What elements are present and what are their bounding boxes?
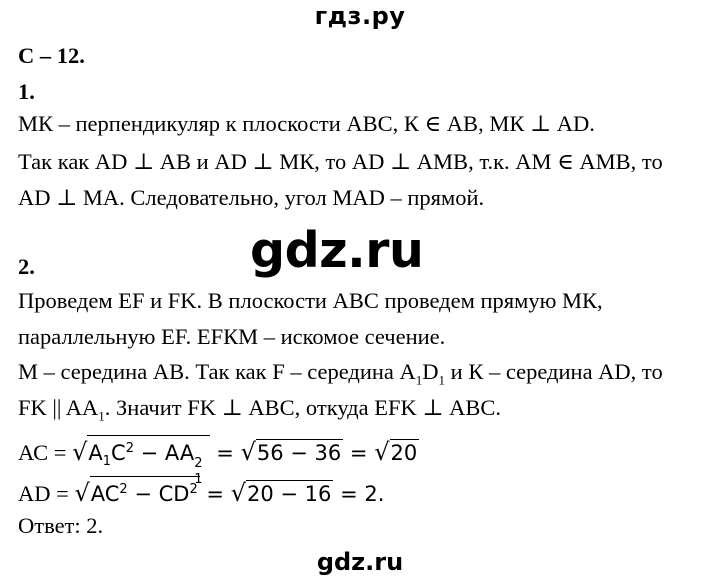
watermark-middle: gdz.ru <box>250 222 424 279</box>
equation-ac: АС = $√A_1C^2$ − AA 2 1 = √56 − 36 = √20 <box>18 435 419 475</box>
task2-line4: FK || $AA_1$. Значит FK ⊥ АВС, откуда ЕFK ⊥ АВС. <box>18 395 502 424</box>
task1-number: 1. <box>18 79 35 104</box>
task1-line1: МК – перпендикуляр к плоскости АВС, К ∈ АВ, МК ⊥ АD. <box>18 111 595 136</box>
answer: Ответ: 2. <box>18 513 104 538</box>
equation-ad: АD = $√AC^2 - CD^2 = √20 - 16 = 2$. <box>18 476 384 508</box>
watermark-top: гдз.ру <box>314 2 406 30</box>
watermark-bottom: gdz.ru <box>316 548 404 576</box>
task2-number: 2. <box>18 254 35 279</box>
section-header: С – 12. <box>18 43 85 68</box>
task2-line2: параллельную ЕF. ЕFКМ – искомое сечение. <box>18 324 446 349</box>
task2-line3: М – середина АВ. Так как F – середина $A_1D_1$ и К – середина АD, то <box>18 359 663 388</box>
task2-line1: Проведем ЕF и FK. В плоскости АВС проведем прямую МК, <box>18 288 603 313</box>
task1-line2: Так как АD ⊥ АВ и АD ⊥ МК, то АD ⊥ АМВ, т.к. АМ ∈ АМВ, то <box>18 149 663 174</box>
task1-line3: АD ⊥ МА. Следовательно, угол МАD – прямой. <box>18 185 485 210</box>
